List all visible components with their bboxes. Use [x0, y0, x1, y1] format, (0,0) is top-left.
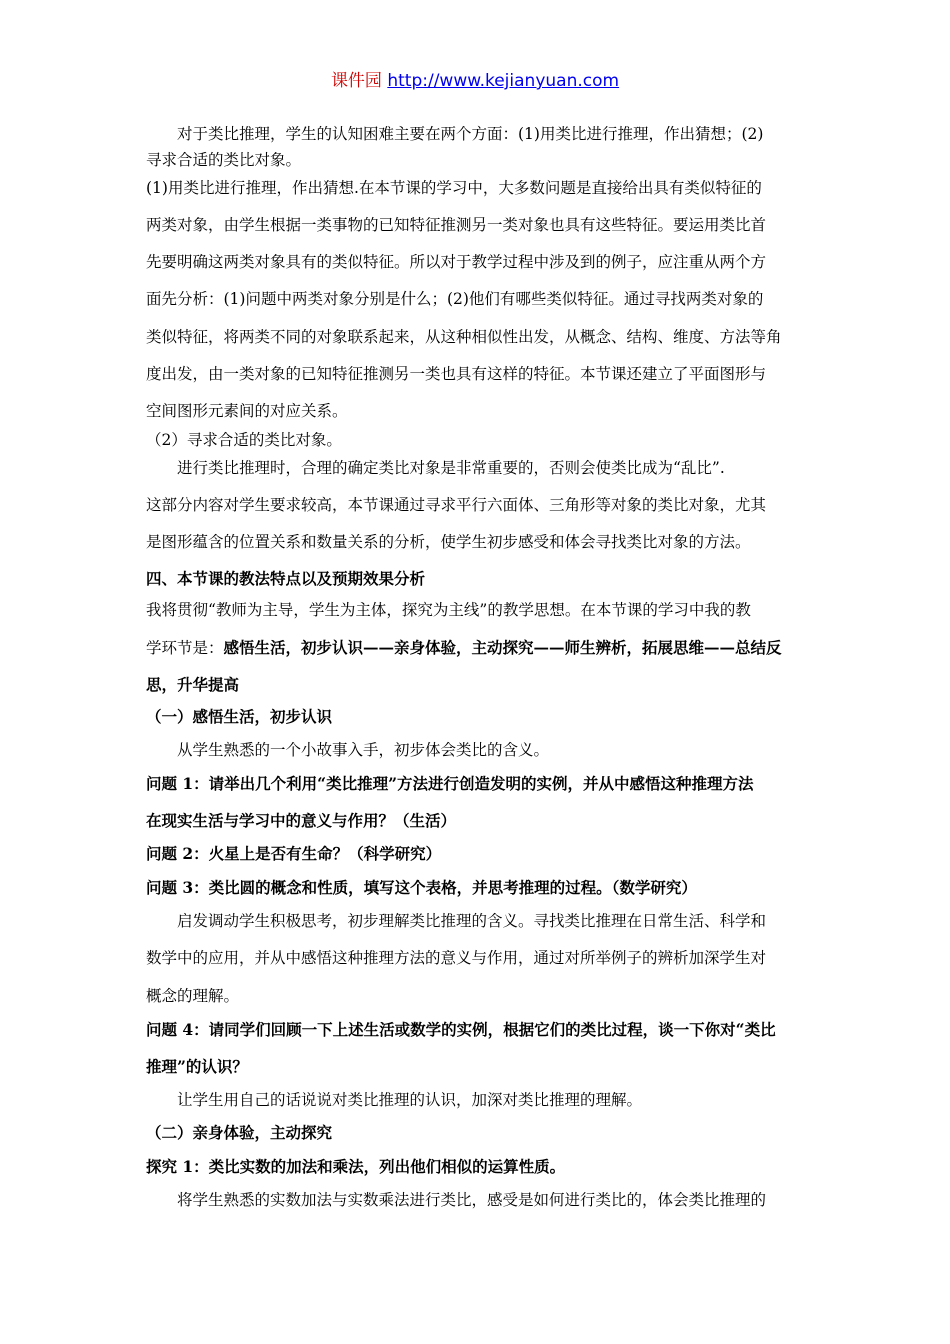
site-url-link[interactable]: http://www.kejianyuan.com — [387, 71, 620, 91]
paragraph-line: 我将贯彻“教师为主导，学生为主体，探究为主线”的教学思想。在本节课的学习中我的教 — [146, 601, 751, 619]
question-line: 推理”的认识？ — [146, 1057, 248, 1076]
paragraph-line-mixed — [146, 636, 782, 658]
paragraph-line: 是图形蕴含的位置关系和数量关系的分析，使学生初步感受和体会寻找类比对象的方法。 — [146, 533, 751, 551]
paragraph-line: 类似特征，将两类不同的对象联系起来，从这种相似性出发，从概念、结构、维度、方法等角 — [146, 328, 782, 346]
paragraph-line: 寻求合适的类比对象。 — [146, 151, 302, 169]
paragraph-line: (1)用类比进行推理，作出猜想.在本节课的学习中，大多数问题是直接给出具有类似特征的 — [146, 179, 762, 197]
bold-line: 思，升华提高 — [146, 675, 240, 694]
paragraph-line: 度出发，由一类对象的已知特征推测另一类也具有这样的特征。本节课还建立了平面图形与 — [146, 365, 767, 383]
question-line: 问题 3：类比圆的概念和性质，填写这个表格，并思考推理的过程。（数学研究） — [146, 878, 697, 897]
paragraph-line: 数学中的应用，并从中感悟这种推理方法的意义与作用，通过对所举例子的辨析加深学生对 — [146, 949, 767, 967]
subsection-heading: （一）感悟生活，初步认识 — [146, 707, 333, 726]
paragraph-line: 两类对象，由学生根据一类事物的已知特征推测另一类对象也具有这些特征。要运用类比首 — [146, 216, 767, 234]
question-line: 问题 4：请同学们回顾一下上述生活或数学的实例，根据它们的类比过程，谈一下你对“类比 — [146, 1020, 776, 1039]
paragraph-line: 将学生熟悉的实数加法与实数乘法进行类比，感受是如何进行类比的，体会类比推理的 — [146, 1191, 767, 1209]
paragraph-line: 这部分内容对学生要求较高，本节课通过寻求平行六面体、三角形等对象的类比对象，尤其 — [146, 496, 767, 514]
paragraph-line: 面先分析：(1)问题中两类对象分别是什么；(2)他们有哪些类似特征。通过寻找两类对象的 — [146, 290, 764, 308]
page-header — [0, 66, 950, 91]
paragraph-line: 先要明确这两类对象具有的类似特征。所以对于教学过程中涉及到的例子，应注重从两个方 — [146, 253, 767, 271]
paragraph-line: 从学生熟悉的一个小故事入手，初步体会类比的含义。 — [146, 741, 550, 759]
question-line: 问题 2：火星上是否有生命？（科学研究） — [146, 844, 442, 863]
subsection-heading: （二）亲身体验，主动探究 — [146, 1123, 333, 1142]
paragraph-line: 空间图形元素间的对应关系。 — [146, 402, 348, 420]
paragraph-line: 对于类比推理，学生的认知困难主要在两个方面：(1)用类比进行推理，作出猜想；(2) — [146, 125, 764, 143]
paragraph-line: 让学生用自己的话说说对类比推理的认识，加深对类比推理的理解。 — [146, 1091, 643, 1109]
paragraph-line: 启发调动学生积极思考，初步理解类比推理的含义。寻找类比推理在日常生活、科学和 — [146, 912, 767, 930]
paragraph-line: 概念的理解。 — [146, 987, 240, 1005]
paragraph-line: （2）寻求合适的类比对象。 — [146, 431, 342, 449]
bold-text: 感悟生活，初步认识——亲身体验，主动探究——师生辨析，拓展思维——总结反 — [223, 638, 782, 657]
section-heading: 四、本节课的教法特点以及预期效果分析 — [146, 569, 426, 588]
site-name: 课件园 — [330, 71, 382, 91]
exploration-line: 探究 1：类比实数的加法和乘法，列出他们相似的运算性质。 — [146, 1157, 566, 1176]
paragraph-line: 进行类比推理时，合理的确定类比对象是非常重要的，否则会使类比成为“乱比”. — [146, 459, 725, 477]
plain-text: 学环节是： — [146, 639, 224, 657]
question-line: 在现实生活与学习中的意义与作用？（生活） — [146, 811, 457, 830]
question-line: 问题 1：请举出几个利用“类比推理”方法进行创造发明的实例，并从中感悟这种推理方法 — [146, 774, 754, 793]
